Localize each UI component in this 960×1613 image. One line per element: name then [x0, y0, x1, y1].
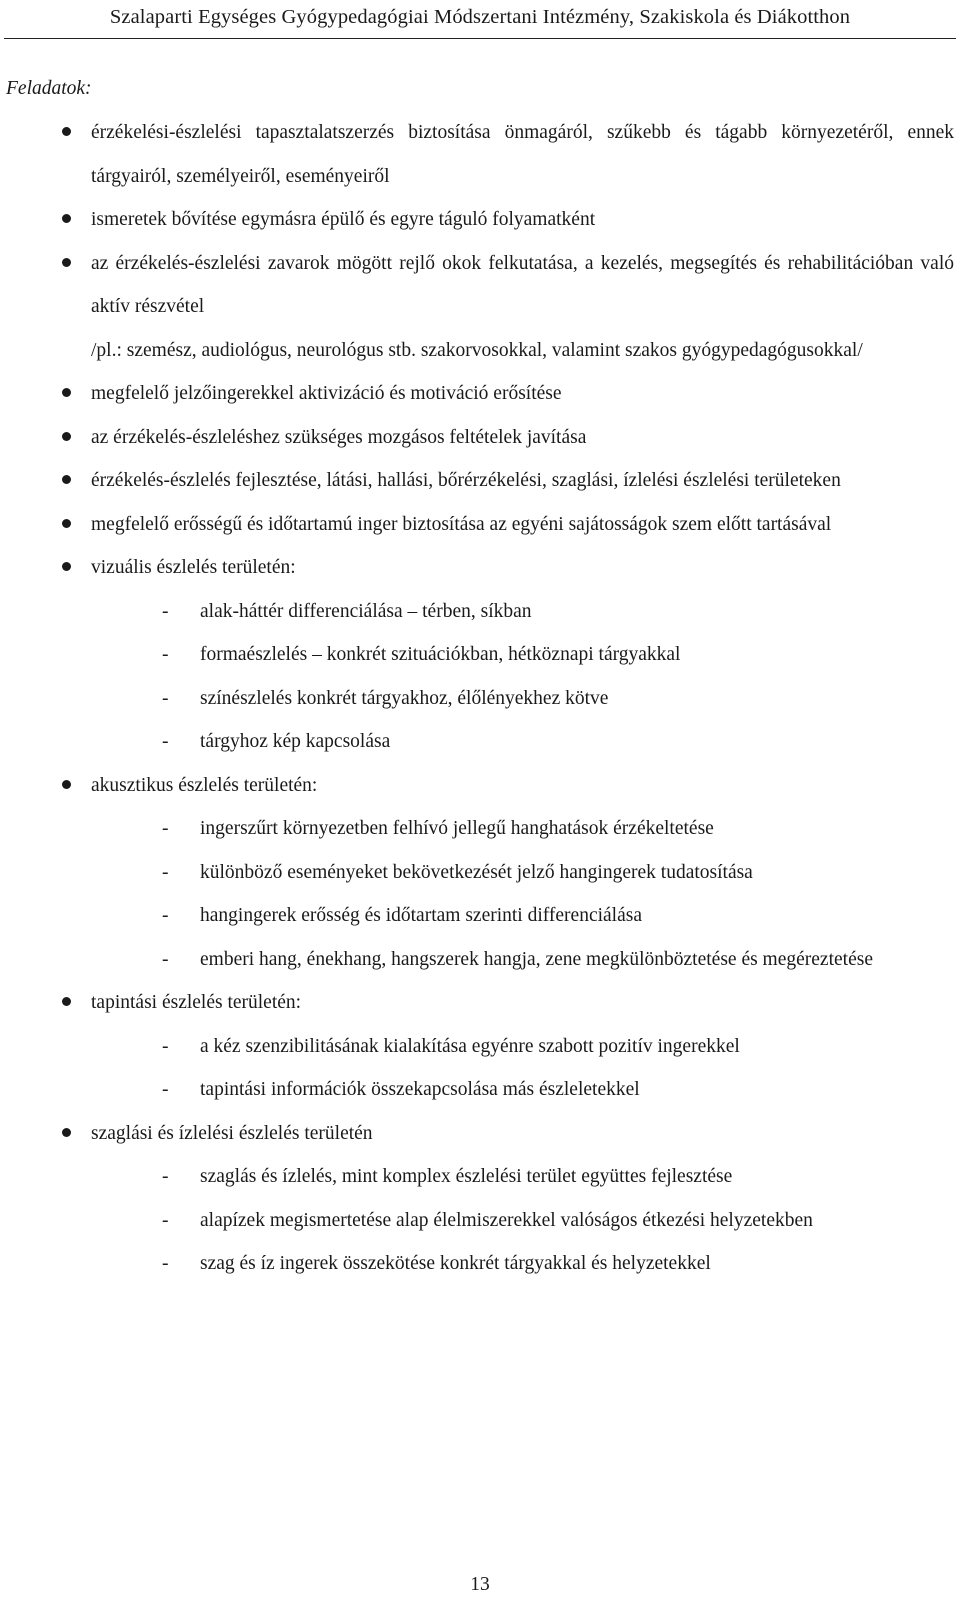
sub-list-item-text: alak-háttér differenciálása – térben, síkban — [200, 600, 532, 622]
sub-list-item — [0, 894, 960, 938]
dash-marker: - — [162, 1035, 169, 1057]
list-item-text: érzékelési-észlelési tapasztalatszerzés biztosítása önmagáról, szűkebb és tágabb környezetéről, ennek tárgyairól, személyeiről, eseményeiről — [91, 122, 954, 187]
header-rule — [4, 38, 956, 39]
bullet-dot-icon — [62, 432, 71, 441]
sub-list-item-text: színészlelés konkrét tárgyakhoz, élőlényekhez kötve — [200, 687, 609, 709]
sub-list-item-text: alapízek megismertetése alap élelmiszerekkel valóságos étkezési helyzetekben — [200, 1209, 813, 1231]
dash-marker: - — [162, 818, 169, 839]
sub-list-item-text: szaglás és ízlelés, mint komplex észlelési terület együttes fejlesztése — [200, 1166, 733, 1187]
dash-marker: - — [162, 1166, 169, 1187]
bullet-dot-icon — [62, 1128, 71, 1137]
list-item — [0, 503, 960, 547]
dash-marker: - — [162, 731, 169, 752]
sub-list-item — [0, 1025, 960, 1069]
list-item — [0, 372, 960, 416]
sub-list-item-text: formaészlelés – konkrét szituációkban, hétköznapi tárgyakkal — [200, 644, 681, 665]
dash-marker: - — [162, 1209, 169, 1231]
list-item-text: az érzékelés-észleléshez szükséges mozgásos feltételek javítása — [91, 426, 587, 448]
bullet-dot-icon — [62, 127, 71, 136]
task-list — [0, 111, 960, 1286]
list-item — [0, 981, 960, 1025]
list-item — [0, 459, 960, 503]
list-item-text: ismeretek bővítése egymásra épülő és egyre táguló folyamatként — [91, 209, 596, 230]
page-number: 13 — [470, 1574, 490, 1595]
sub-list-item — [0, 807, 960, 851]
dash-marker: - — [162, 687, 169, 709]
sub-list-item — [0, 1199, 960, 1243]
bullet-dot-icon — [62, 519, 71, 528]
sub-list-item-text: hangingerek erősség és időtartam szerinti differenciálása — [200, 905, 642, 926]
bullet-dot-icon — [62, 780, 71, 789]
bullet-dot-icon — [62, 388, 71, 397]
list-item — [0, 416, 960, 460]
list-item-text: tapintási észlelés területén: — [91, 992, 302, 1013]
list-item-text: akusztikus észlelés területén: — [91, 774, 318, 796]
sub-list-item-text: tapintási információk összekapcsolása más észleletekkel — [200, 1079, 640, 1100]
list-item-text: megfelelő jelzőingerekkel aktivizáció és motiváció erősítése — [91, 383, 562, 404]
sub-list-item — [0, 851, 960, 895]
sub-list-item — [0, 720, 960, 764]
sub-list-item-text: a kéz szenzibilitásának kialakítása egyénre szabott pozitív ingerekkel — [200, 1035, 740, 1057]
bullet-dot-icon — [62, 562, 71, 571]
list-item — [0, 546, 960, 590]
list-item — [0, 111, 960, 198]
dash-marker: - — [162, 600, 169, 622]
sub-list-item-text: emberi hang, énekhang, hangszerek hangja, zene megkülönböztetése és megéreztetése — [200, 948, 873, 970]
sub-list-item-text: különböző eseményeket bekövetkezését jelző hangingerek tudatosítása — [200, 861, 753, 883]
list-item-text: érzékelés-észlelés fejlesztése, látási, hallási, bőrérzékelési, szaglási, ízlelési észlelési területeken — [91, 470, 841, 491]
sub-list-item — [0, 938, 960, 982]
dash-marker: - — [162, 861, 169, 883]
sub-list-item — [0, 633, 960, 677]
list-item — [0, 1112, 960, 1156]
bullet-dot-icon — [62, 475, 71, 484]
section-heading: Feladatok: — [6, 78, 92, 99]
list-item — [0, 242, 960, 329]
sub-list-item — [0, 590, 960, 634]
bullet-dot-icon — [62, 214, 71, 223]
bullet-dot-icon — [62, 258, 71, 267]
sub-list-item-text: szag és íz ingerek összekötése konkrét tárgyakkal és helyzetekkel — [200, 1253, 711, 1274]
list-item-text: az érzékelés-észlelési zavarok mögött rejlő okok felkutatása, a kezelés, megsegítés és rehabilitációban való aktív részvétel — [91, 252, 954, 317]
dash-marker: - — [162, 644, 169, 665]
dash-marker: - — [162, 1079, 169, 1100]
sub-list-item — [0, 1242, 960, 1286]
sub-list-item — [0, 677, 960, 721]
list-item-text: megfelelő erősségű és időtartamú inger biztosítása az egyéni sajátosságok szem előtt tartásával — [91, 513, 832, 535]
sub-list-item-text: ingerszűrt környezetben felhívó jellegű hanghatások érzékeltetése — [200, 818, 714, 839]
dash-marker: - — [162, 1253, 169, 1274]
sub-list-item — [0, 1155, 960, 1199]
list-item-text: szaglási és ízlelési észlelés területén — [91, 1122, 373, 1144]
dash-marker: - — [162, 948, 169, 970]
dash-marker: - — [162, 905, 169, 926]
list-item — [0, 198, 960, 242]
list-item-text: vizuális észlelés területén: — [91, 557, 296, 578]
sub-list-item — [0, 1068, 960, 1112]
sub-list-item-text: tárgyhoz kép kapcsolása — [200, 731, 391, 752]
running-header: Szalaparti Egységes Gyógypedagógiai Módszertani Intézmény, Szakiskola és Diákotthon — [109, 6, 851, 28]
bullet-dot-icon — [62, 997, 71, 1006]
list-item — [0, 764, 960, 808]
list-note: /pl.: szemész, audiológus, neurológus stb. szakorvosokkal, valamint szakos gyógypedagógusokkal/ — [91, 339, 863, 361]
